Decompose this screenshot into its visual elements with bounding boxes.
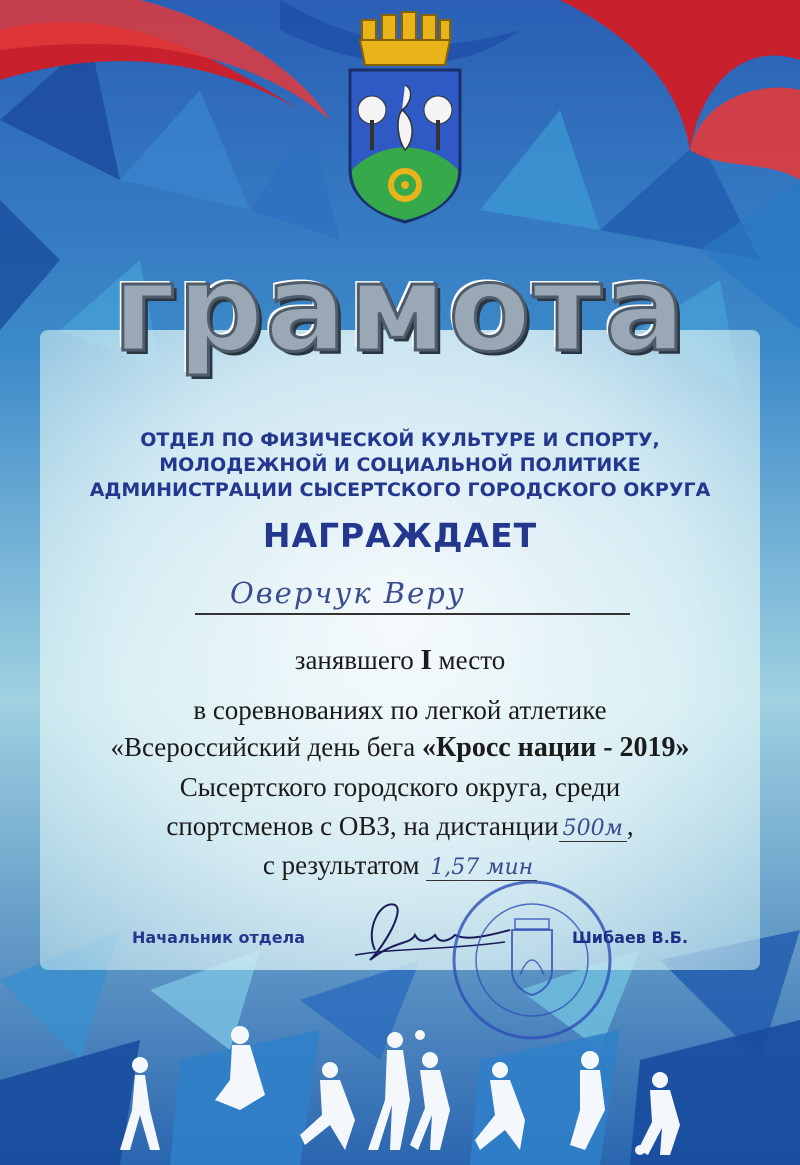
distance-value: 500м bbox=[559, 816, 627, 842]
recipient-underline bbox=[195, 613, 630, 615]
distance-prefix: спортсменов с ОВЗ, на дистанции bbox=[166, 811, 559, 841]
org-line-2: МОЛОДЕЖНОЙ И СОЦИАЛЬНОЙ ПОЛИТИКЕ bbox=[159, 454, 641, 476]
recipient-name: Оверчук Веру bbox=[230, 576, 466, 610]
place-value: I bbox=[420, 644, 432, 676]
awards-heading: НАГРАЖДАЕТ bbox=[262, 516, 538, 555]
result-line bbox=[0, 850, 800, 881]
signatory-name: Шибаев В.Б. bbox=[572, 928, 689, 947]
distance-line bbox=[0, 811, 800, 842]
athletes-silhouettes bbox=[0, 1000, 800, 1165]
result-value: 1,57 мин bbox=[426, 855, 537, 881]
place-prefix: занявшего bbox=[294, 645, 414, 675]
certificate-title: грамота bbox=[112, 240, 688, 379]
competition-line: в соревнованиях по легкой атлетике bbox=[193, 695, 607, 725]
event-line bbox=[0, 732, 800, 764]
signatory-title: Начальник отдела bbox=[132, 928, 306, 947]
event-prefix: «Всероссийский день бега bbox=[110, 732, 416, 762]
event-name: «Кросс нации - 2019» bbox=[421, 732, 690, 763]
org-line-3: АДМИНИСТРАЦИИ СЫСЕРТСКОГО ГОРОДСКОГО ОКРУГА bbox=[89, 479, 711, 501]
result-prefix: с результатом bbox=[262, 850, 420, 880]
organization-name bbox=[0, 428, 800, 503]
coat-of-arms-emblem bbox=[340, 10, 470, 225]
place-suffix: место bbox=[438, 645, 506, 675]
org-line-1: ОТДЕЛ ПО ФИЗИЧЕСКОЙ КУЛЬТУРЕ И СПОРТУ, bbox=[140, 429, 660, 451]
distance-suffix: , bbox=[626, 811, 634, 841]
district-line: Сысертского городского округа, среди bbox=[179, 772, 621, 802]
place-line bbox=[0, 644, 800, 677]
